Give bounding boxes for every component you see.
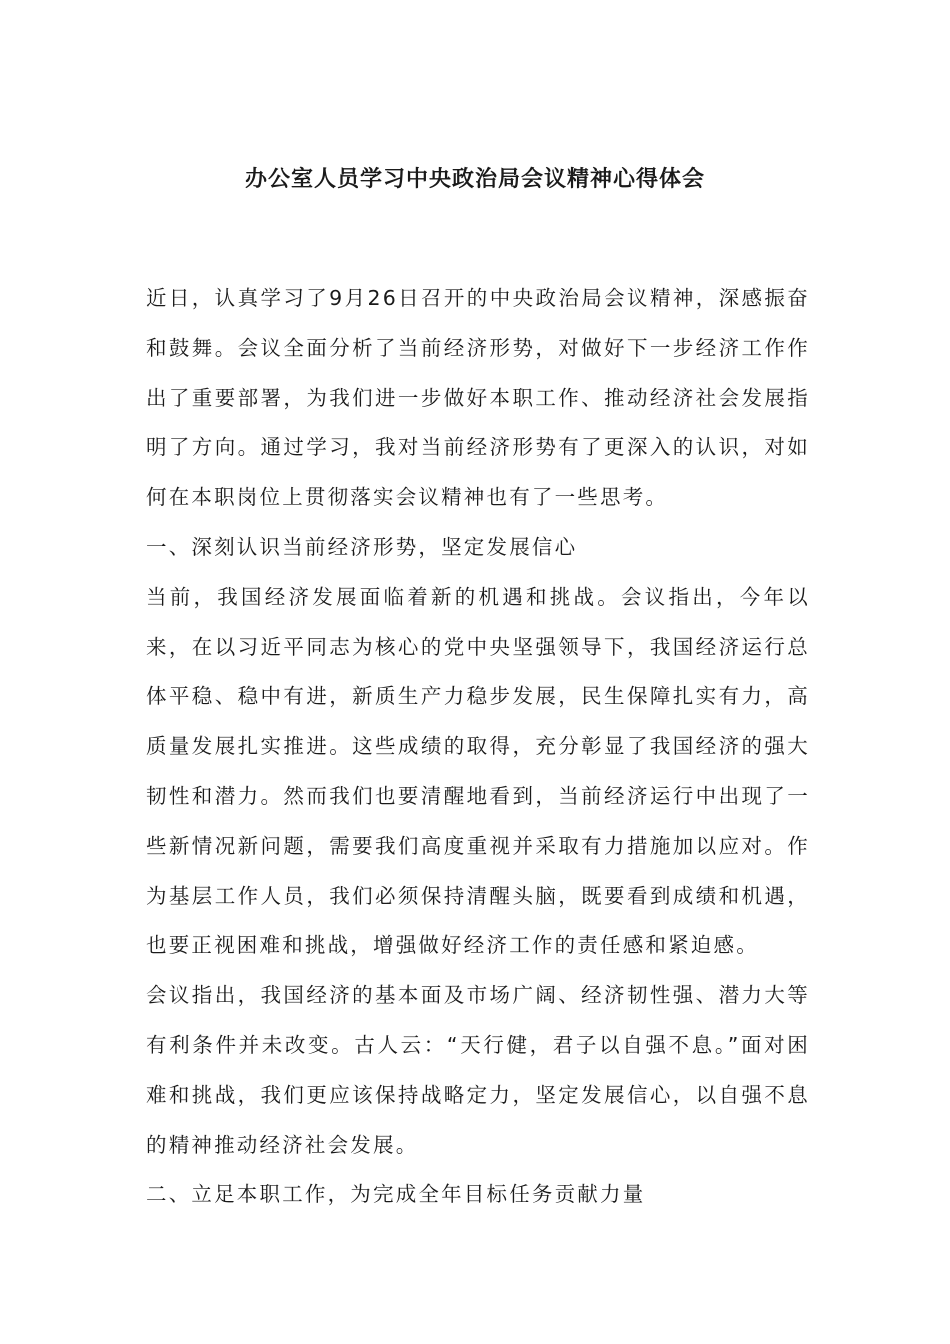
section-heading-1: 一、深刻认识当前经济形势，坚定发展信心: [146, 534, 578, 559]
document-title: 办公室人员学习中央政治局会议精神心得体会: [244, 167, 705, 192]
document-body: [146, 274, 810, 1220]
section-heading-2: 二、立足本职工作，为完成全年目标任务贡献力量: [146, 1182, 646, 1207]
paragraph-intro: 近日，认真学习了9月26日召开的中央政治局会议精神，深感振奋和鼓舞。会议全面分析了当前经济形势，对做好下一步经济工作作出了重要部署，为我们进一步做好本职工作、推动经济社会发展指明了方向。通过学习，我对当前经济形势有了更深入的认识，对如何在本职岗位上贯彻落实会议精神也有了一些思考。: [146, 286, 810, 510]
paragraph-economic-situation: 当前，我国经济发展面临着新的机遇和挑战。会议指出，今年以来，在以习近平同志为核心的党中央坚强领导下，我国经济运行总体平稳、稳中有进，新质生产力稳步发展，民生保障扎实有力，高质量发展扎实推进。这些成绩的取得，充分彰显了我国经济的强大韧性和潜力。然而我们也要清醒地看到，当前经济运行中出现了一些新情况新问题，需要我们高度重视并采取有力措施加以应对。作为基层工作人员，我们必须保持清醒头脑，既要看到成绩和机遇，也要正视困难和挑战，增强做好经济工作的责任感和紧迫感。: [146, 584, 810, 958]
paragraph-confidence: 会议指出，我国经济的基本面及市场广阔、经济韧性强、潜力大等有利条件并未改变。古人云：“天行健，君子以自强不息。”面对困难和挑战，我们更应该保持战略定力，坚定发展信心，以自强不息的精神推动经济社会发展。: [146, 983, 810, 1157]
